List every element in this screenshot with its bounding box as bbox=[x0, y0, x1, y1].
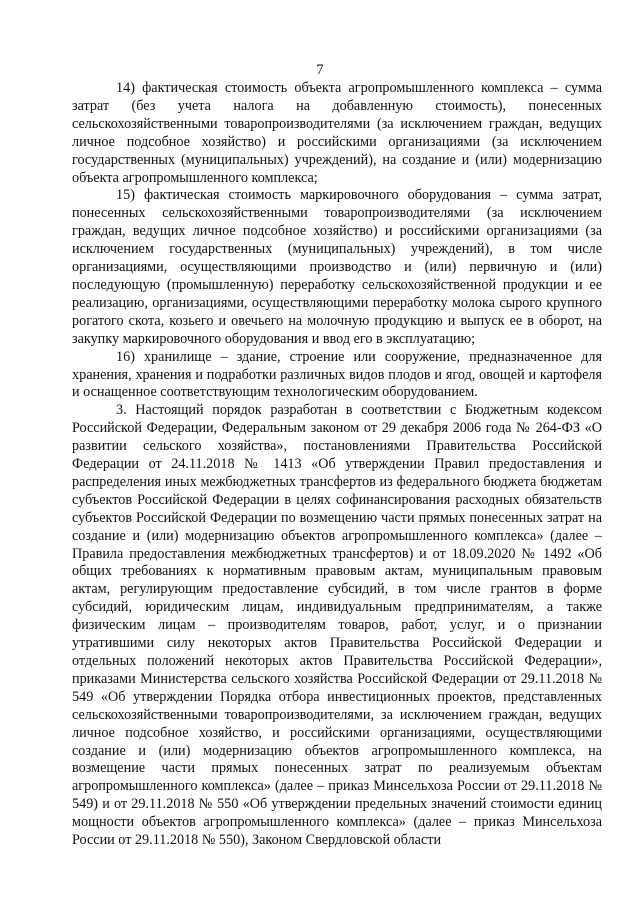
paragraph-item-14: 14) фактическая стоимость объекта агропромышленного комплекса – сумма затрат (без учета налога на добавленную стоимость), понесенных сельскохозяйственными товаропроизводителями (за исключением граждан, ведущих личное подсобное хозяйство) и российскими организациями (за исключением государственных (муниципальных) учреждений), на создание и (или) модернизацию объекта агропромышленного комплекса; bbox=[72, 80, 602, 186]
paragraph-section-3: 3. Настоящий порядок разработан в соответствии с Бюджетным кодексом Российской Федерации, Федеральным законом от 29 декабря 2006 года № 264-ФЗ «О развитии сельского хозяйства», постановлениями Правительства Российской Федерации от 24.11.2018 № 1413 «Об утверждении Правил предоставления и распределения иных межбюджетных трансфертов из федерального бюджета бюджетам субъектов Российской Федерации в целях софинансирования расходных обязательств субъектов Российской Федерации по возмещению части прямых понесенных затрат на создание и (или) модернизацию объектов агропромышленного комплекса» (далее – Правила предоставления межбюджетных трансфертов) и от 18.09.2020 № 1492 «Об общих требованиях к нормативным правовым актам, муниципальным правовым актам, регулирующим предоставление субсидий, в том числе грантов в форме субсидий, юридическим лицам, индивидуальным предпринимателям, а также физическим лицам – производителям товаров, работ, услуг, и о признании утратившими силу некоторых актов Правительства Российской Федерации и отдельных положений некоторых актов Правительства Российской Федерации», приказами Министерства сельского хозяйства Российской Федерации от 29.11.2018 № 549 «Об утверждении Порядка отбора инвестиционных проектов, представленных сельскохозяйственными товаропроизводителями, за исключением граждан, ведущих личное подсобное хозяйство, и российскими организациями, осуществляющими создание и (или) модернизацию объектов агропромышленного комплекса, на возмещение части прямых понесенных затрат по реализуемым объектам агропромышленного комплекса» (далее – приказ Минсельхоза России от 29.11.2018 № 549) и от 29.11.2018 № 550 «Об утверждении предельных значений стоимости единиц мощности объектов агропромышленного комплекса» (далее – приказ Минсельхоза России от 29.11.2018 № 550), Законом Свердловской области bbox=[72, 402, 602, 849]
document-body bbox=[72, 80, 602, 850]
paragraph-item-15: 15) фактическая стоимость маркировочного оборудования – сумма затрат, понесенных сельскохозяйственными товаропроизводителями (за исключением граждан, ведущих личное подсобное хозяйство) и российскими организациями (за исключением государственных (муниципальных) учреждений), в том числе организациями, осуществляющими производство и (или) первичную и (или) последующую (промышленную) переработку сельскохозяйственной продукции и ее реализацию, организациями, осуществляющими переработку молока сырого крупного рогатого скота, козьего и овечьего на молочную продукцию и выпуск ее в оборот, на закупку маркировочного оборудования и ввод его в эксплуатацию; bbox=[72, 187, 602, 347]
page-number: 7 bbox=[316, 62, 324, 78]
paragraph-item-16: 16) хранилище – здание, строение или сооружение, предназначенное для хранения, хранения и подработки различных видов плодов и ягод, овощей и картофеля и оснащенное соответствующим технологическим оборудованием. bbox=[72, 348, 602, 401]
